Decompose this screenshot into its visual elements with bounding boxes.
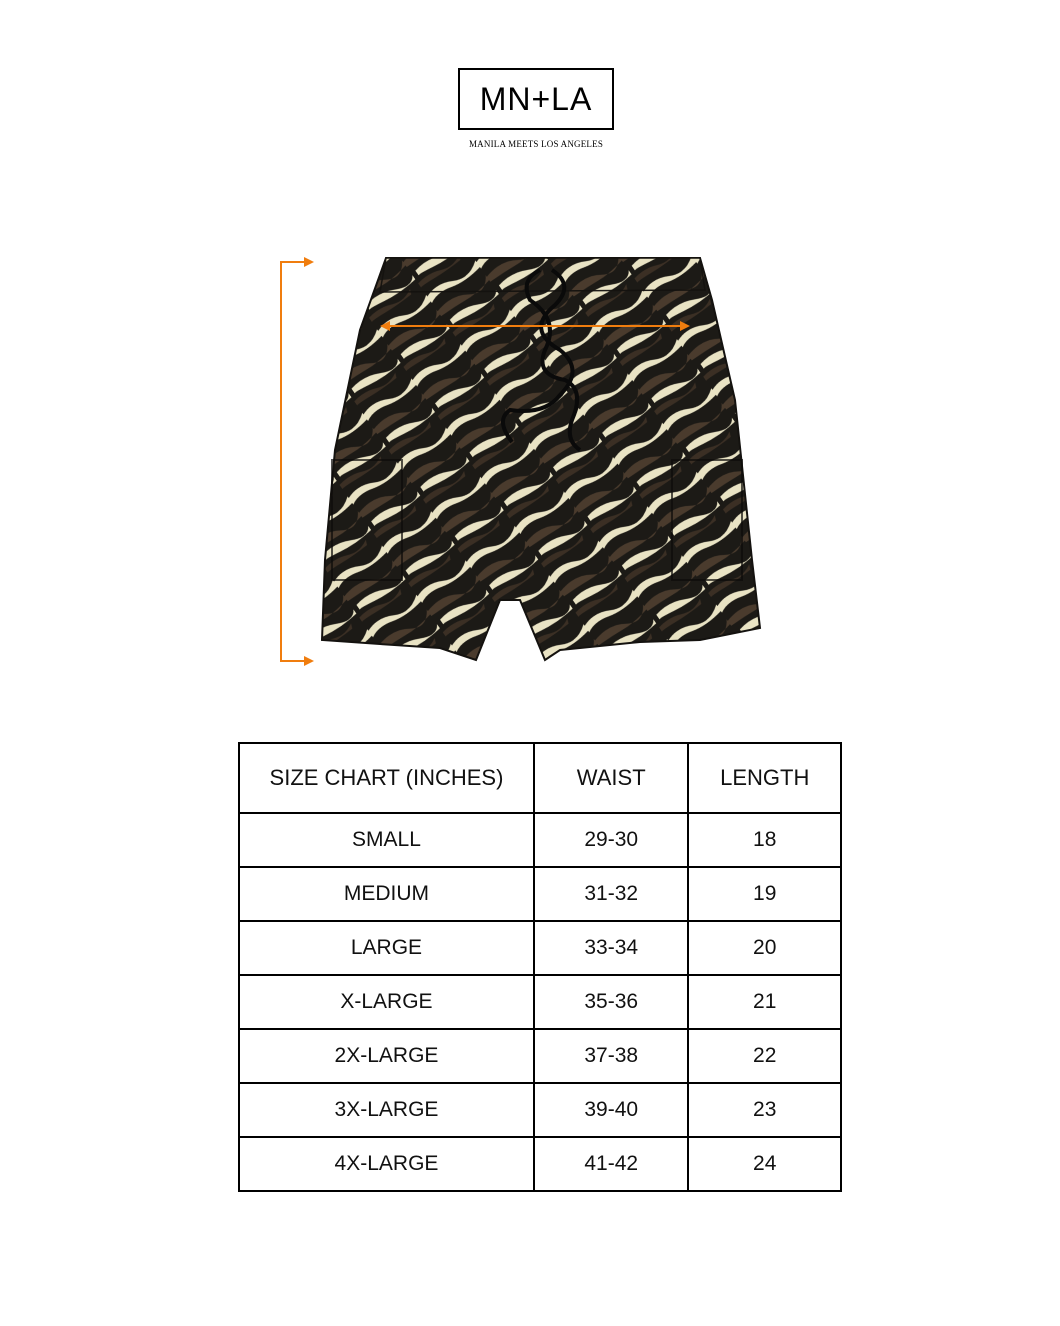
logo-text: MN+LA (479, 80, 593, 117)
logo-tagline: MANILA MEETS LOS ANGELES (468, 139, 604, 149)
waist-cell: 37-38 (534, 1029, 689, 1083)
table-header-row (239, 743, 841, 813)
size-cell: LARGE (239, 921, 534, 975)
header-waist: WAIST (534, 743, 689, 813)
size-cell: MEDIUM (239, 867, 534, 921)
length-measure-arrow (281, 257, 314, 666)
shorts-garment (322, 258, 760, 660)
table-row (239, 1083, 841, 1137)
size-cell: 4X-LARGE (239, 1137, 534, 1191)
waist-cell: 29-30 (534, 813, 689, 867)
length-cell: 24 (688, 1137, 841, 1191)
length-cell: 23 (688, 1083, 841, 1137)
size-cell: X-LARGE (239, 975, 534, 1029)
length-cell: 18 (688, 813, 841, 867)
header-length: LENGTH (688, 743, 841, 813)
waist-cell: 41-42 (534, 1137, 689, 1191)
header-size: SIZE CHART (INCHES) (239, 743, 534, 813)
length-cell: 19 (688, 867, 841, 921)
size-cell: SMALL (239, 813, 534, 867)
waist-cell: 39-40 (534, 1083, 689, 1137)
length-cell: 21 (688, 975, 841, 1029)
table-row (239, 867, 841, 921)
table-row (239, 813, 841, 867)
size-chart-table (238, 742, 842, 1192)
size-cell: 2X-LARGE (239, 1029, 534, 1083)
table-row (239, 1029, 841, 1083)
table-row (239, 1137, 841, 1191)
length-cell: 22 (688, 1029, 841, 1083)
waist-cell: 31-32 (534, 867, 689, 921)
size-cell: 3X-LARGE (239, 1083, 534, 1137)
waist-cell: 33-34 (534, 921, 689, 975)
table-row (239, 921, 841, 975)
table-row (239, 975, 841, 1029)
waist-cell: 35-36 (534, 975, 689, 1029)
length-cell: 20 (688, 921, 841, 975)
